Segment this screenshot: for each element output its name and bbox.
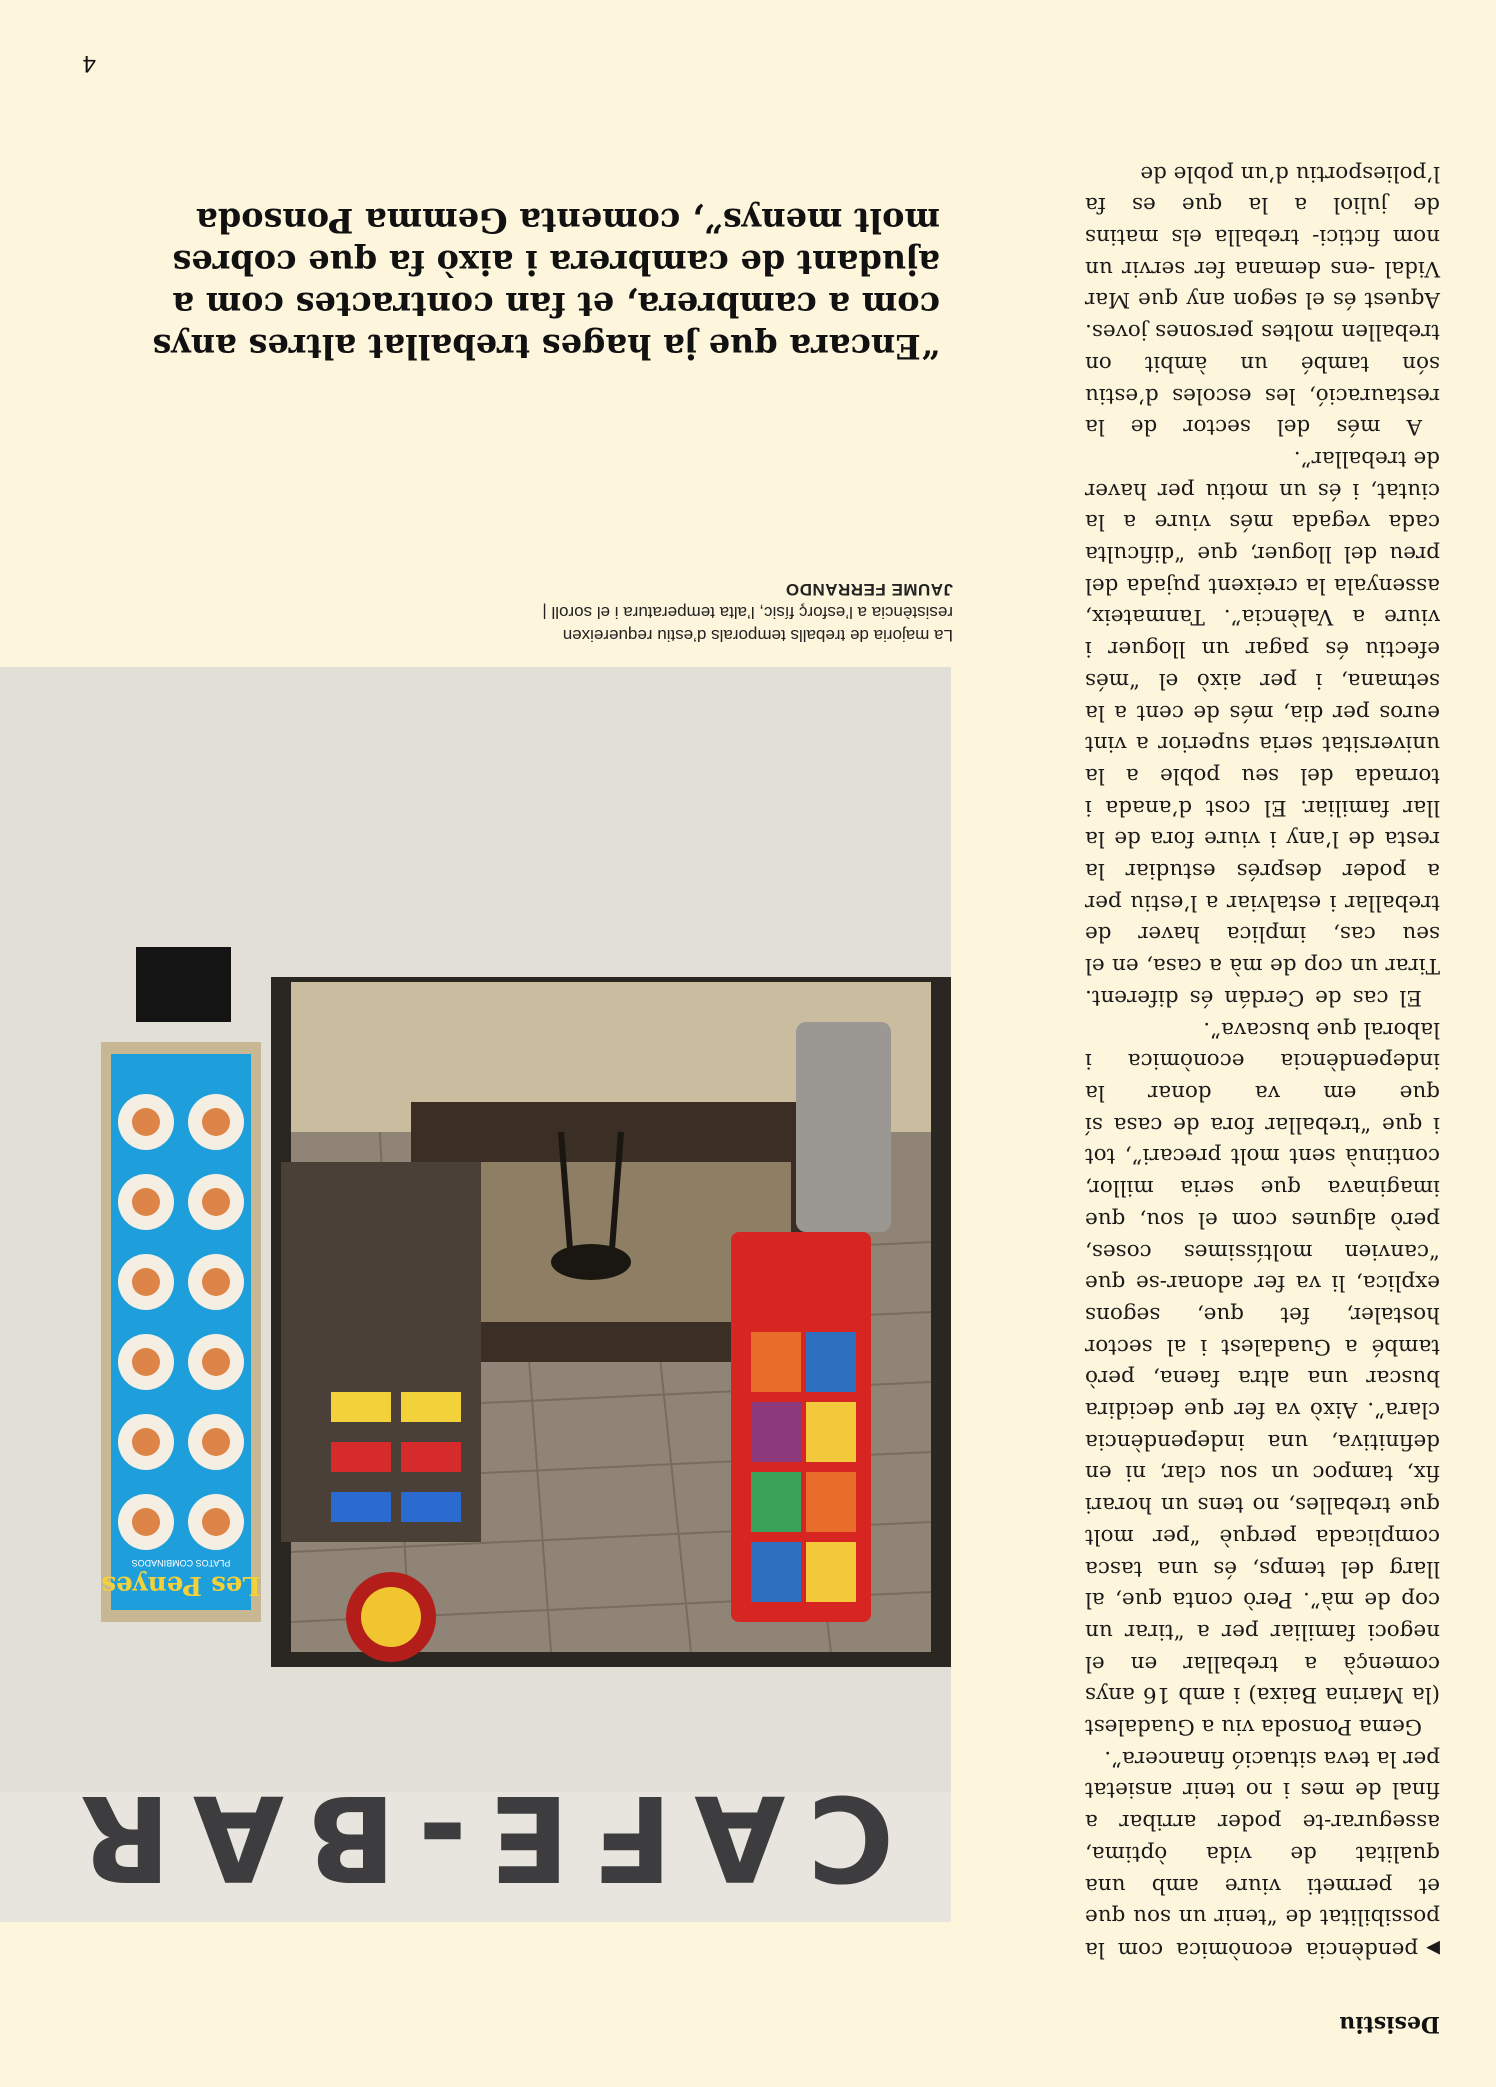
photo-caption: [533, 578, 953, 647]
article-body: [1085, 157, 1440, 1965]
cafe-bar-sign: CAFE-BAR: [57, 1769, 895, 1907]
bar-storefront-photo: [0, 667, 951, 1922]
article-paragraph: Gema Ponsoda viu a Guadalest (la Marina Baixa) i amb 16 anys començà a treballar en el negoci familiar per a “tirar un cop de mà”. Però conta que, al llarg del temps, és una tasca complicada perquè “per molt que treballes, no tens un horari fix, tampoc un sou clar, ni en definitiva, una independència clara”. Això va fer que decidira buscar una altra faena, però també a Guadalest i al sector hostaler, fet que, segons explica, li va fer adonar-se que “canvien moltíssimes coses, però algunes com el sou, que imaginava que seria millor, continuà sent molt precari”, tot i que “treballar fora de casa sí que em va donar la independència econòmica i laboral que buscava”.: [1085, 1016, 1440, 1740]
article-photo: [0, 667, 951, 1922]
article-paragraph: El cas de Cerdán és diferent. Tirar un cop de mà a casa, en el seu cas, implica haver de treballar i estalviar a l’estiu per a poder després estudiar la resta de l’any i viure fora de la llar familiar. El cost d’anada i tornada del seu poble a la universitat seria superior a vint euros per dia, més de cent a la setmana, i per això el “més efectiu és pagar un lloguer i viure a València”. Tanmateix, assenyala la creixent pujada del preu del lloguer, que “dificulta cada vegada més viure a la ciutat, i és un motiu per haver de treballar”.: [1085, 445, 1440, 1010]
caption-text: La majoria de treballs temporals d’estiu requereixen resistència a l’esforç físic, l’alta temperatura i el soroll: [551, 603, 953, 645]
lead-marker-icon: ▶: [1426, 1938, 1440, 1959]
section-label: Desistiu: [1339, 2011, 1440, 2037]
pull-quote: “Encara que ja hages treballat altres anys com a cambrera, et fan contractes com a ajudant de cambrera i això fa que cobres molt menys”, comenta Gemma Ponsoda: [152, 201, 940, 366]
photo-credit: JAUME FERRANDO: [785, 580, 953, 599]
caption-separator: |: [542, 603, 547, 622]
page-number: 4: [82, 50, 96, 77]
menu-board-subtitle: PLATOS COMBINADOS: [131, 1558, 231, 1568]
article-paragraph: A més del sector de la restauració, les escoles d’estiu són també un àmbit on treballen moltes persones joves. Aquest és el segon any que Mar Vidal -ens demana fer servir un nom fictici- treballa els matins de juliol a la que es fa l’poliesportiu d’un poble de: [1085, 160, 1440, 440]
menu-board-title: Les Penyes: [101, 1570, 261, 1600]
article-paragraph: ▶pendència econòmica com la possibilitat de “tenir un sou que et permeti viure amb una qualitat de vida òptima, assegurar-te poder arribar a final de mes i no tenir ansietat per la teva situació financera”.: [1085, 1745, 1440, 1962]
